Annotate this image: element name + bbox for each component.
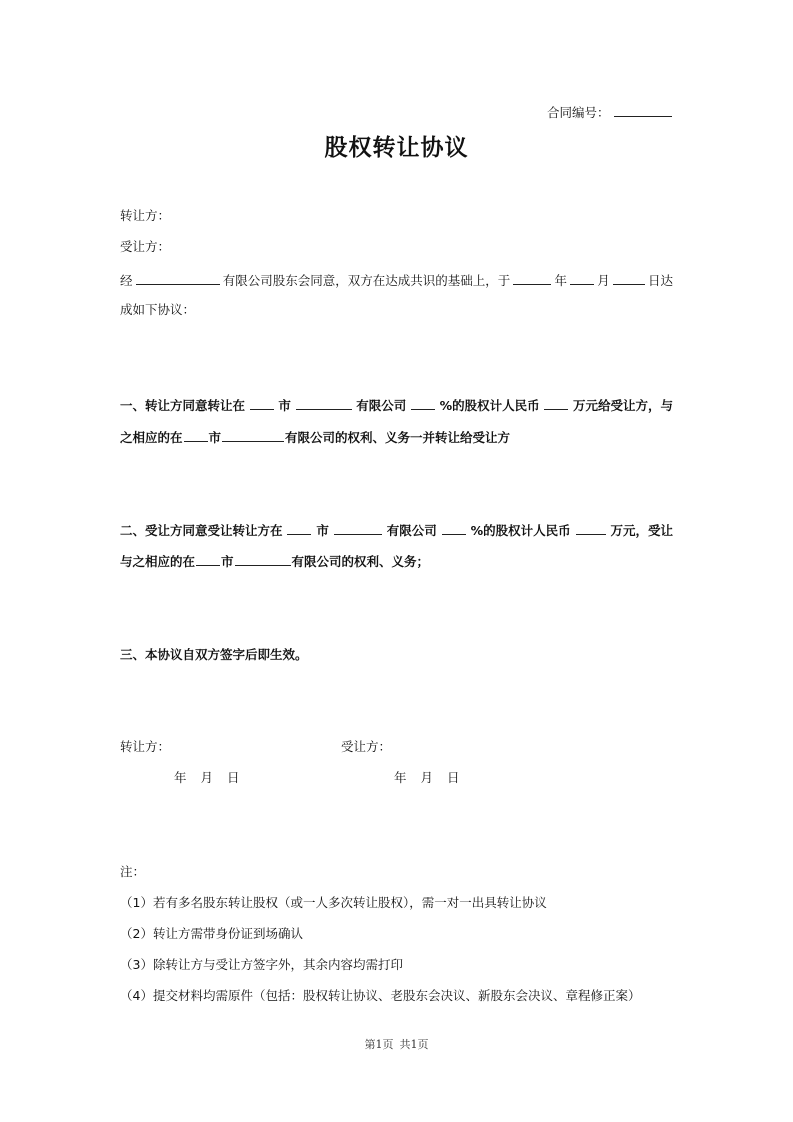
date-month: 月 <box>420 770 434 785</box>
intro-part-1: 经 <box>120 273 133 288</box>
clause-3: 三、本协议自双方签字后即生效。 <box>120 647 308 662</box>
transferee-label: 受让方： <box>120 239 171 254</box>
page-current: 第1页 <box>364 1038 394 1051</box>
company-blank <box>222 427 284 442</box>
clause-2-part-a: 二、受让方同意受让转让方在 <box>120 523 283 538</box>
note-item-4: （4）提交材料均需原件（包括：股权转让协议、老股东会决议、新股东会决议、章程修正案） <box>120 988 641 1003</box>
clause-1-part-f: 之相应的在 <box>120 430 183 445</box>
signature-date-right <box>394 769 460 787</box>
intro-day: 日达 <box>647 273 673 288</box>
city-blank <box>184 427 208 442</box>
city-blank <box>250 395 274 410</box>
clause-2-part-g: 市 <box>221 554 234 569</box>
date-day: 日 <box>227 770 240 785</box>
intro-month: 月 <box>597 273 610 288</box>
date-year: 年 <box>174 770 187 785</box>
percent-blank <box>411 395 435 410</box>
clause-2-line-2 <box>120 551 429 571</box>
company-blank <box>296 395 352 410</box>
intro-line-2: 成如下协议： <box>120 302 196 317</box>
company-blank <box>235 551 291 566</box>
year-blank <box>513 270 551 285</box>
month-blank <box>570 270 594 285</box>
city-blank <box>287 520 311 535</box>
clause-1-part-d: %的股权计人民币 <box>439 398 540 413</box>
clause-1-line-2 <box>120 427 510 447</box>
clause-2-part-b: 市 <box>316 523 329 538</box>
company-blank <box>334 520 382 535</box>
clause-2-part-c: 有限公司 <box>386 523 437 538</box>
clause-1-part-b: 市 <box>278 398 291 413</box>
contract-number-blank <box>614 102 672 117</box>
clause-1-part-g: 市 <box>208 430 222 445</box>
notes-label: 注： <box>120 864 146 879</box>
page-total: 共1页 <box>399 1038 429 1051</box>
transferor-label: 转让方： <box>120 208 171 223</box>
clause-2-part-d: %的股权计人民币 <box>470 523 571 538</box>
clause-2-part-h: 有限公司的权利、义务； <box>291 554 430 569</box>
day-blank <box>613 270 645 285</box>
clause-1-part-c: 有限公司 <box>356 398 407 413</box>
clause-2-line-1 <box>120 520 673 540</box>
date-month: 月 <box>200 770 214 785</box>
note-item-3: （3）除转让方与受让方签字外，其余内容均需打印 <box>120 957 403 972</box>
amount-blank <box>544 395 568 410</box>
note-item-1: （1）若有多名股东转让股权（或一人多次转让股权），需一对一出具转让协议 <box>120 895 547 910</box>
date-year: 年 <box>394 770 407 785</box>
percent-blank <box>442 520 466 535</box>
city-blank <box>196 551 220 566</box>
signature-date-left <box>174 769 240 787</box>
clause-1-part-e: 万元给受让方，与 <box>572 398 673 413</box>
contract-number-label: 合同编号： <box>547 105 610 120</box>
amount-blank <box>576 520 606 535</box>
intro-year: 年 <box>554 273 567 288</box>
page-number <box>0 1036 793 1052</box>
clause-1-line-1 <box>120 395 673 415</box>
intro-line-1 <box>120 270 673 290</box>
note-item-2: （2）转让方需带身份证到场确认 <box>120 926 303 941</box>
date-day: 日 <box>447 770 460 785</box>
clause-1-part-a: 一、转让方同意转让在 <box>120 398 246 413</box>
intro-part-2: 有限公司股东会同意，双方在达成共识的基础上，于 <box>222 273 511 288</box>
contract-number <box>547 102 673 122</box>
clause-2-part-f: 与之相应的在 <box>120 554 196 569</box>
signature-transferee-label: 受让方： <box>341 739 392 754</box>
company-blank <box>136 270 220 285</box>
clause-2-part-e: 万元，受让 <box>610 523 673 538</box>
clause-1-part-h: 有限公司的权利、义务一并转让给受让方 <box>285 430 511 445</box>
signature-transferor-label: 转让方： <box>120 739 171 754</box>
document-title: 股权转让协议 <box>324 134 469 161</box>
